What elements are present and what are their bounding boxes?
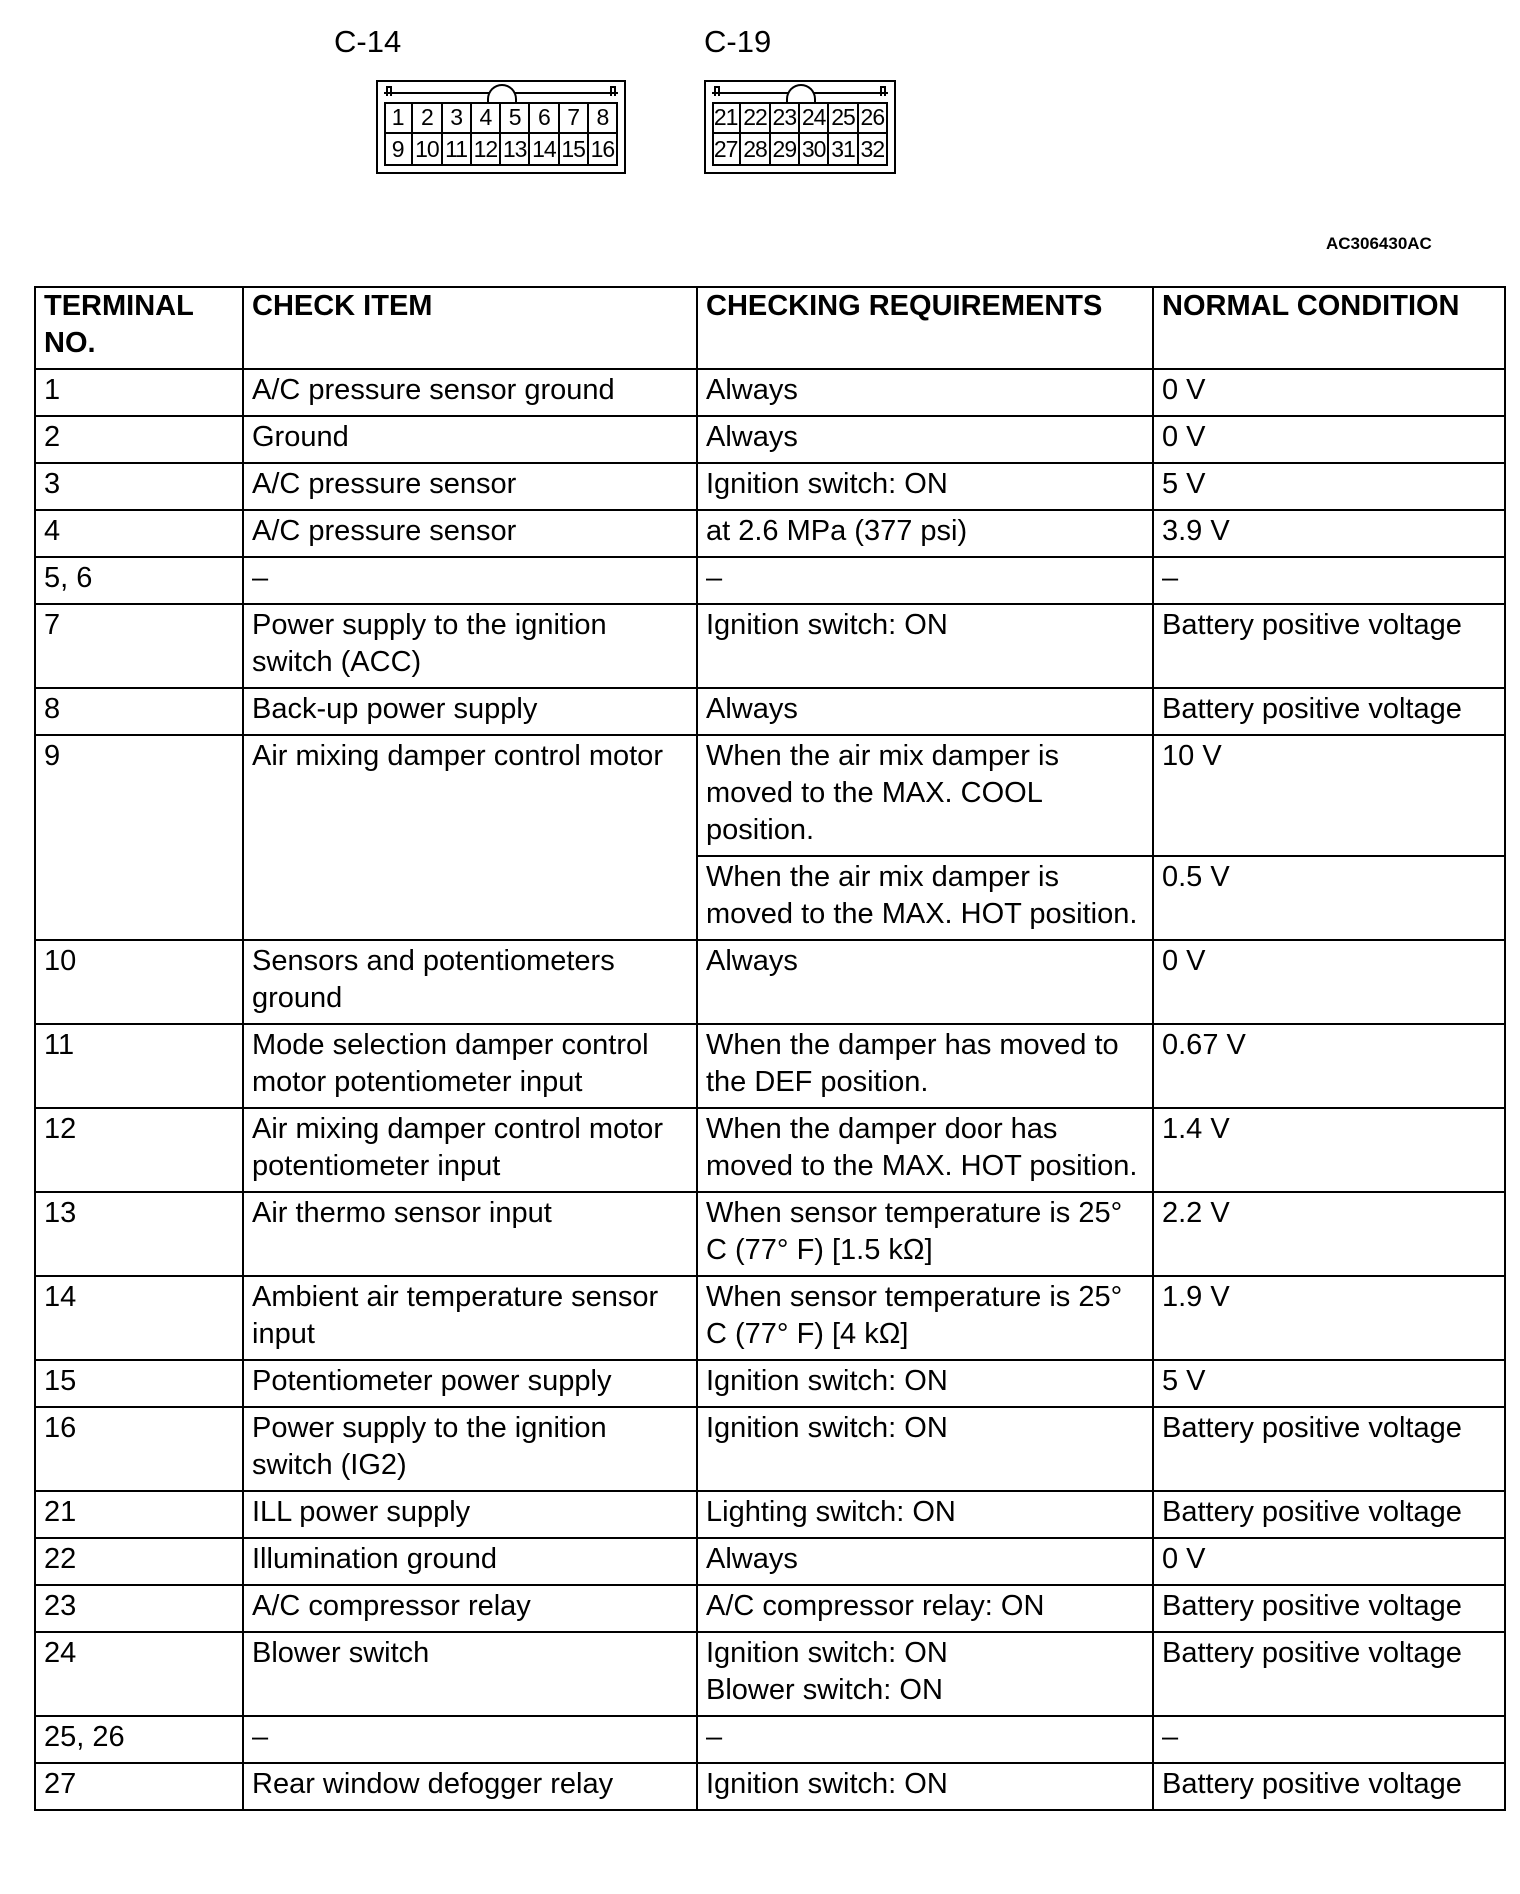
table-row <box>35 1407 1505 1491</box>
connector-pin: 21 <box>712 102 741 134</box>
table-row <box>35 463 1505 510</box>
requirement-cell: – <box>697 557 1153 604</box>
table-row <box>35 510 1505 557</box>
condition-cell: Battery positive voltage <box>1153 688 1505 735</box>
table-row <box>35 1024 1505 1108</box>
condition-cell: Battery positive voltage <box>1153 1585 1505 1632</box>
condition-cell: Battery positive voltage <box>1153 1491 1505 1538</box>
connector-pin: 26 <box>859 102 888 134</box>
condition-cell: Battery positive voltage <box>1153 1407 1505 1491</box>
connector-pin: 15 <box>560 134 589 166</box>
table-row <box>35 1108 1505 1192</box>
check-item-cell: Back-up power supply <box>243 688 697 735</box>
table-row <box>35 1632 1505 1716</box>
connector-pin: 3 <box>443 102 472 134</box>
check-item-cell: A/C pressure sensor <box>243 463 697 510</box>
table-row <box>35 604 1505 688</box>
header-normal-condition: NORMAL CONDITION <box>1153 287 1505 369</box>
table-row <box>35 416 1505 463</box>
table-row <box>35 1763 1505 1810</box>
requirement-cell: Ignition switch: ON <box>697 1360 1153 1407</box>
condition-cell: 3.9 V <box>1153 510 1505 557</box>
terminal-cell: 7 <box>35 604 243 688</box>
check-item-cell: – <box>243 557 697 604</box>
connector-pin: 7 <box>560 102 589 134</box>
condition-cell: 0 V <box>1153 416 1505 463</box>
requirement-cell: Always <box>697 369 1153 416</box>
terminal-cell: 25, 26 <box>35 1716 243 1763</box>
terminal-cell: 8 <box>35 688 243 735</box>
check-item-cell: A/C pressure sensor ground <box>243 369 697 416</box>
requirement-cell: Always <box>697 940 1153 1024</box>
connector-pin: 22 <box>741 102 770 134</box>
requirement-cell: When the damper door has moved to the MAX. HOT position. <box>697 1108 1153 1192</box>
condition-cell: 0.5 V <box>1153 856 1505 940</box>
terminal-check-table <box>34 286 1506 1811</box>
table-row <box>35 1538 1505 1585</box>
connector-c14-diagram <box>376 80 626 174</box>
connector-tab <box>714 86 720 96</box>
requirement-cell: Ignition switch: ON <box>697 1763 1153 1810</box>
table-row <box>35 1585 1505 1632</box>
terminal-cell: 24 <box>35 1632 243 1716</box>
requirement-cell: at 2.6 MPa (377 psi) <box>697 510 1153 557</box>
requirement-cell: Always <box>697 1538 1153 1585</box>
table-row <box>35 735 1505 856</box>
connector-pin-grid <box>712 102 888 166</box>
table-body <box>35 369 1505 1810</box>
terminal-cell: 12 <box>35 1108 243 1192</box>
check-item-cell: Power supply to the ignition switch (ACC) <box>243 604 697 688</box>
connector-lock-hump <box>786 84 816 102</box>
condition-cell: Battery positive voltage <box>1153 1763 1505 1810</box>
table-row <box>35 688 1505 735</box>
requirement-cell: When the air mix damper is moved to the MAX. COOL position. <box>697 735 1153 856</box>
condition-cell: 0 V <box>1153 940 1505 1024</box>
connector-pin: 29 <box>771 134 800 166</box>
connector-pin: 9 <box>384 134 413 166</box>
connector-c19-diagram <box>704 80 896 174</box>
terminal-cell: 9 <box>35 735 243 940</box>
requirement-cell: Ignition switch: ON <box>697 463 1153 510</box>
requirement-cell: When sensor temperature is 25° C (77° F) [1.5 kΩ] <box>697 1192 1153 1276</box>
condition-cell: 2.2 V <box>1153 1192 1505 1276</box>
connector-pin: 27 <box>712 134 741 166</box>
connector-tab <box>610 86 616 96</box>
connector-pin: 31 <box>829 134 858 166</box>
connector-pin: 23 <box>771 102 800 134</box>
connector-pin: 25 <box>829 102 858 134</box>
requirement-cell: Always <box>697 416 1153 463</box>
header-check-item: CHECK ITEM <box>243 287 697 369</box>
check-item-cell: Sensors and potentiometers ground <box>243 940 697 1024</box>
header-checking-requirements: CHECKING REQUIREMENTS <box>697 287 1153 369</box>
terminal-cell: 15 <box>35 1360 243 1407</box>
terminal-cell: 21 <box>35 1491 243 1538</box>
requirement-cell: Always <box>697 688 1153 735</box>
terminal-cell: 10 <box>35 940 243 1024</box>
table-row <box>35 940 1505 1024</box>
check-item-cell: Rear window defogger relay <box>243 1763 697 1810</box>
connector-pin: 8 <box>589 102 618 134</box>
requirement-cell: A/C compressor relay: ON <box>697 1585 1153 1632</box>
table-row <box>35 1716 1505 1763</box>
table-row <box>35 1491 1505 1538</box>
condition-cell: 0 V <box>1153 369 1505 416</box>
connector-pin-grid <box>384 102 618 166</box>
connector-pin: 14 <box>530 134 559 166</box>
connector-pin: 1 <box>384 102 413 134</box>
condition-cell: 1.9 V <box>1153 1276 1505 1360</box>
condition-cell: 5 V <box>1153 1360 1505 1407</box>
table-row <box>35 1276 1505 1360</box>
connector-pin: 6 <box>530 102 559 134</box>
condition-cell: 5 V <box>1153 463 1505 510</box>
connector-lock-hump <box>487 84 517 102</box>
table-row <box>35 557 1505 604</box>
connector-pin: 16 <box>589 134 618 166</box>
header-terminal-no: TERMINAL NO. <box>35 287 243 369</box>
terminal-cell: 1 <box>35 369 243 416</box>
connector-c19-label: C-19 <box>704 24 772 59</box>
check-item-cell: Air mixing damper control motor <box>243 735 697 940</box>
terminal-cell: 14 <box>35 1276 243 1360</box>
requirement-cell: When sensor temperature is 25° C (77° F) [4 kΩ] <box>697 1276 1153 1360</box>
connector-pin: 13 <box>501 134 530 166</box>
condition-cell: – <box>1153 557 1505 604</box>
check-item-cell: – <box>243 1716 697 1763</box>
table-row <box>35 1360 1505 1407</box>
requirement-cell: When the damper has moved to the DEF position. <box>697 1024 1153 1108</box>
condition-cell: 10 V <box>1153 735 1505 856</box>
terminal-cell: 23 <box>35 1585 243 1632</box>
connector-pin: 28 <box>741 134 770 166</box>
table-row <box>35 1192 1505 1276</box>
connector-pin: 2 <box>413 102 442 134</box>
connector-pin: 24 <box>800 102 829 134</box>
table-header-row <box>35 287 1505 369</box>
check-item-cell: A/C compressor relay <box>243 1585 697 1632</box>
requirement-cell: Ignition switch: ON <box>697 1407 1153 1491</box>
condition-cell: 0 V <box>1153 1538 1505 1585</box>
check-item-cell: Illumination ground <box>243 1538 697 1585</box>
figure-id: AC306430AC <box>1326 234 1432 253</box>
check-item-cell: ILL power supply <box>243 1491 697 1538</box>
connector-pin: 10 <box>413 134 442 166</box>
connector-pin: 30 <box>800 134 829 166</box>
terminal-cell: 27 <box>35 1763 243 1810</box>
condition-cell: – <box>1153 1716 1505 1763</box>
connector-pin: 12 <box>472 134 501 166</box>
check-item-cell: Air mixing damper control motor potentiometer input <box>243 1108 697 1192</box>
terminal-cell: 11 <box>35 1024 243 1108</box>
connector-c14-label: C-14 <box>334 24 402 59</box>
check-item-cell: A/C pressure sensor <box>243 510 697 557</box>
condition-cell: 1.4 V <box>1153 1108 1505 1192</box>
condition-cell: Battery positive voltage <box>1153 1632 1505 1716</box>
terminal-cell: 4 <box>35 510 243 557</box>
terminal-cell: 16 <box>35 1407 243 1491</box>
terminal-cell: 13 <box>35 1192 243 1276</box>
terminal-cell: 22 <box>35 1538 243 1585</box>
requirement-cell: Lighting switch: ON <box>697 1491 1153 1538</box>
connector-tab <box>386 86 392 96</box>
check-item-cell: Ambient air temperature sensor input <box>243 1276 697 1360</box>
requirement-cell: Ignition switch: ON Blower switch: ON <box>697 1632 1153 1716</box>
check-item-cell: Power supply to the ignition switch (IG2) <box>243 1407 697 1491</box>
check-item-cell: Air thermo sensor input <box>243 1192 697 1276</box>
check-item-cell: Blower switch <box>243 1632 697 1716</box>
table-row <box>35 369 1505 416</box>
requirement-cell: When the air mix damper is moved to the MAX. HOT position. <box>697 856 1153 940</box>
terminal-cell: 5, 6 <box>35 557 243 604</box>
terminal-cell: 3 <box>35 463 243 510</box>
check-item-cell: Ground <box>243 416 697 463</box>
connector-pin: 5 <box>501 102 530 134</box>
connector-pin: 4 <box>472 102 501 134</box>
terminal-cell: 2 <box>35 416 243 463</box>
condition-cell: 0.67 V <box>1153 1024 1505 1108</box>
connector-pin: 32 <box>859 134 888 166</box>
connector-pin: 11 <box>443 134 472 166</box>
requirement-cell: – <box>697 1716 1153 1763</box>
condition-cell: Battery positive voltage <box>1153 604 1505 688</box>
connector-tab <box>880 86 886 96</box>
check-item-cell: Mode selection damper control motor potentiometer input <box>243 1024 697 1108</box>
requirement-cell: Ignition switch: ON <box>697 604 1153 688</box>
check-item-cell: Potentiometer power supply <box>243 1360 697 1407</box>
